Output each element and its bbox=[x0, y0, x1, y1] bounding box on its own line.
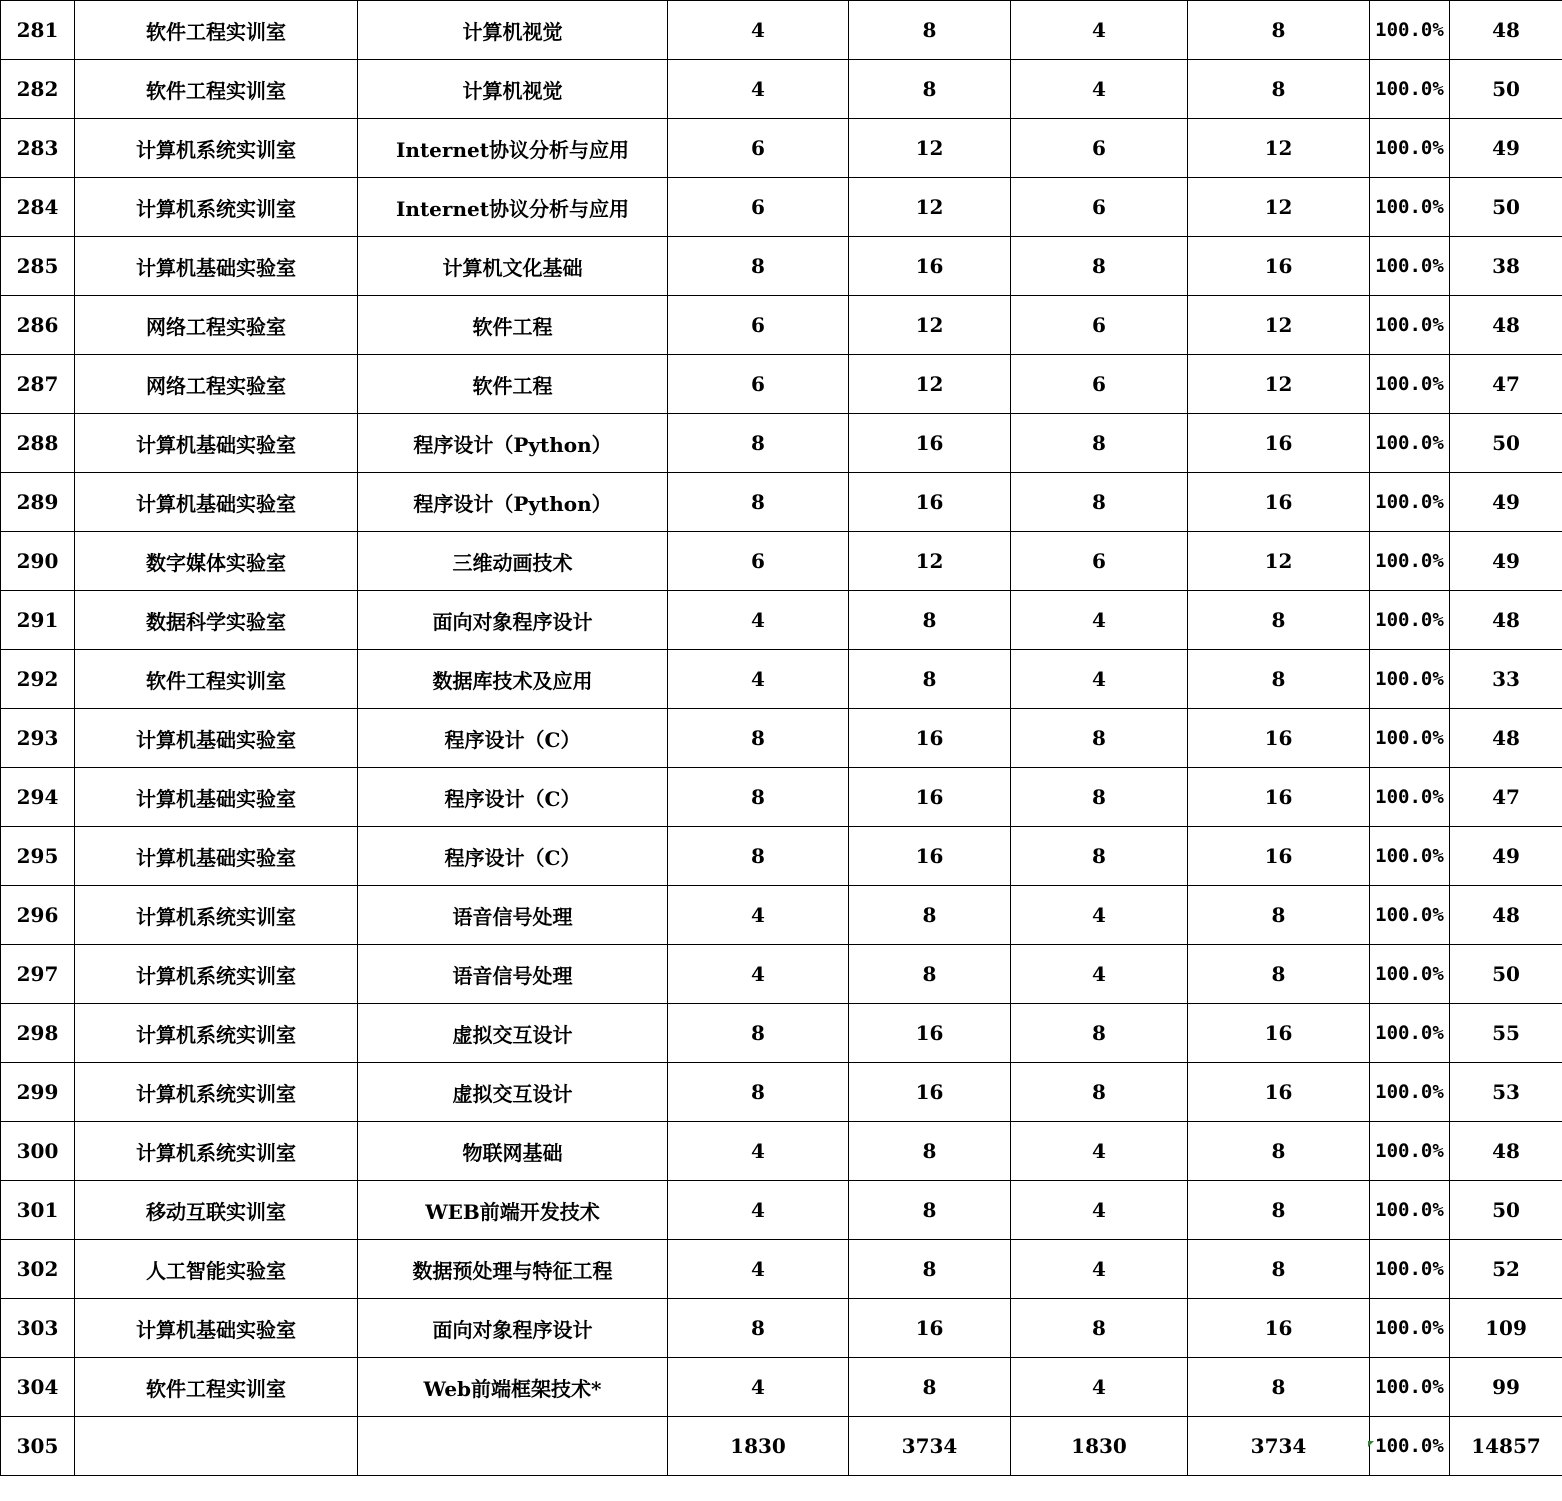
value-cell-2: 12 bbox=[849, 178, 1011, 237]
table-row bbox=[1, 650, 1562, 709]
percentage-cell: 100.0% bbox=[1370, 591, 1450, 650]
value-cell-1: 1830 bbox=[668, 1417, 849, 1476]
course-name-cell: 语音信号处理 bbox=[358, 886, 668, 945]
percentage-cell: 100.0% bbox=[1370, 768, 1450, 827]
row-number-cell: 296 bbox=[1, 886, 75, 945]
percentage-cell: 100.0% bbox=[1370, 1122, 1450, 1181]
row-number-cell: 301 bbox=[1, 1181, 75, 1240]
cell-comment-marker bbox=[1368, 1441, 1374, 1447]
course-name-cell: 计算机视觉 bbox=[358, 60, 668, 119]
value-cell-3: 4 bbox=[1011, 1358, 1188, 1417]
value-cell-4: 16 bbox=[1188, 473, 1370, 532]
value-cell-4: 8 bbox=[1188, 591, 1370, 650]
row-number-cell: 298 bbox=[1, 1004, 75, 1063]
value-cell-2: 12 bbox=[849, 532, 1011, 591]
row-number-cell: 292 bbox=[1, 650, 75, 709]
percentage-cell: 100.0% bbox=[1370, 473, 1450, 532]
count-cell: 48 bbox=[1450, 1122, 1562, 1181]
count-cell: 47 bbox=[1450, 355, 1562, 414]
value-cell-3: 8 bbox=[1011, 414, 1188, 473]
percentage-cell: 100.0% bbox=[1370, 709, 1450, 768]
table-row bbox=[1, 237, 1562, 296]
table-row bbox=[1, 1063, 1562, 1122]
lab-name-cell bbox=[75, 1417, 358, 1476]
table-row bbox=[1, 827, 1562, 886]
value-cell-3: 8 bbox=[1011, 1299, 1188, 1358]
row-number-cell: 294 bbox=[1, 768, 75, 827]
count-cell: 38 bbox=[1450, 237, 1562, 296]
count-cell: 50 bbox=[1450, 178, 1562, 237]
lab-name-cell: 计算机系统实训室 bbox=[75, 945, 358, 1004]
count-cell: 53 bbox=[1450, 1063, 1562, 1122]
value-cell-4: 8 bbox=[1188, 650, 1370, 709]
row-number-cell: 282 bbox=[1, 60, 75, 119]
value-cell-3: 6 bbox=[1011, 532, 1188, 591]
value-cell-1: 8 bbox=[668, 1063, 849, 1122]
percentage-cell: 100.0% bbox=[1370, 1358, 1450, 1417]
course-name-cell: Web前端框架技术* bbox=[358, 1358, 668, 1417]
value-cell-4: 12 bbox=[1188, 355, 1370, 414]
value-cell-2: 16 bbox=[849, 1299, 1011, 1358]
table-row bbox=[1, 60, 1562, 119]
value-cell-2: 8 bbox=[849, 60, 1011, 119]
course-name-cell: 数据预处理与特征工程 bbox=[358, 1240, 668, 1299]
lab-name-cell: 计算机系统实训室 bbox=[75, 178, 358, 237]
value-cell-3: 4 bbox=[1011, 945, 1188, 1004]
table-row bbox=[1, 1122, 1562, 1181]
row-number-cell: 284 bbox=[1, 178, 75, 237]
value-cell-1: 8 bbox=[668, 1004, 849, 1063]
value-cell-4: 16 bbox=[1188, 1299, 1370, 1358]
count-cell: 49 bbox=[1450, 473, 1562, 532]
value-cell-1: 6 bbox=[668, 355, 849, 414]
value-cell-2: 16 bbox=[849, 1063, 1011, 1122]
course-name-cell: 软件工程 bbox=[358, 296, 668, 355]
percentage-cell: 100.0% bbox=[1370, 1417, 1450, 1476]
table-row bbox=[1, 591, 1562, 650]
percentage-cell: 100.0% bbox=[1370, 119, 1450, 178]
value-cell-4: 16 bbox=[1188, 709, 1370, 768]
percentage-cell: 100.0% bbox=[1370, 827, 1450, 886]
value-cell-4: 16 bbox=[1188, 768, 1370, 827]
count-cell: 48 bbox=[1450, 886, 1562, 945]
value-cell-3: 4 bbox=[1011, 1181, 1188, 1240]
value-cell-2: 8 bbox=[849, 886, 1011, 945]
value-cell-3: 4 bbox=[1011, 886, 1188, 945]
course-name-cell: 三维动画技术 bbox=[358, 532, 668, 591]
value-cell-4: 16 bbox=[1188, 1063, 1370, 1122]
row-number-cell: 288 bbox=[1, 414, 75, 473]
lab-name-cell: 人工智能实验室 bbox=[75, 1240, 358, 1299]
value-cell-2: 8 bbox=[849, 945, 1011, 1004]
value-cell-3: 4 bbox=[1011, 1122, 1188, 1181]
percentage-cell: 100.0% bbox=[1370, 414, 1450, 473]
course-name-cell: 程序设计（Python） bbox=[358, 473, 668, 532]
value-cell-2: 12 bbox=[849, 355, 1011, 414]
value-cell-2: 8 bbox=[849, 1181, 1011, 1240]
value-cell-3: 6 bbox=[1011, 355, 1188, 414]
table-row bbox=[1, 414, 1562, 473]
row-number-cell: 295 bbox=[1, 827, 75, 886]
count-cell: 50 bbox=[1450, 1181, 1562, 1240]
percentage-cell: 100.0% bbox=[1370, 178, 1450, 237]
lab-name-cell: 软件工程实训室 bbox=[75, 650, 358, 709]
value-cell-1: 8 bbox=[668, 414, 849, 473]
lab-name-cell: 软件工程实训室 bbox=[75, 1358, 358, 1417]
percentage-cell: 100.0% bbox=[1370, 532, 1450, 591]
value-cell-1: 6 bbox=[668, 532, 849, 591]
value-cell-3: 4 bbox=[1011, 591, 1188, 650]
course-name-cell: 软件工程 bbox=[358, 355, 668, 414]
course-name-cell: 数据库技术及应用 bbox=[358, 650, 668, 709]
value-cell-1: 6 bbox=[668, 296, 849, 355]
value-cell-4: 12 bbox=[1188, 532, 1370, 591]
value-cell-4: 16 bbox=[1188, 1004, 1370, 1063]
value-cell-3: 8 bbox=[1011, 768, 1188, 827]
value-cell-2: 8 bbox=[849, 1240, 1011, 1299]
percentage-cell: 100.0% bbox=[1370, 1240, 1450, 1299]
lab-name-cell: 计算机系统实训室 bbox=[75, 1063, 358, 1122]
value-cell-1: 4 bbox=[668, 1358, 849, 1417]
course-name-cell: 程序设计（C） bbox=[358, 827, 668, 886]
course-name-cell: 虚拟交互设计 bbox=[358, 1004, 668, 1063]
table-row bbox=[1, 119, 1562, 178]
lab-name-cell: 数据科学实验室 bbox=[75, 591, 358, 650]
value-cell-3: 4 bbox=[1011, 60, 1188, 119]
value-cell-1: 6 bbox=[668, 178, 849, 237]
value-cell-3: 6 bbox=[1011, 119, 1188, 178]
row-number-cell: 291 bbox=[1, 591, 75, 650]
table-row bbox=[1, 1417, 1562, 1476]
value-cell-2: 12 bbox=[849, 296, 1011, 355]
table-row bbox=[1, 355, 1562, 414]
row-number-cell: 281 bbox=[1, 1, 75, 60]
course-name-cell: 计算机视觉 bbox=[358, 1, 668, 60]
row-number-cell: 302 bbox=[1, 1240, 75, 1299]
value-cell-4: 8 bbox=[1188, 1358, 1370, 1417]
value-cell-1: 4 bbox=[668, 1, 849, 60]
row-number-cell: 305 bbox=[1, 1417, 75, 1476]
value-cell-4: 8 bbox=[1188, 886, 1370, 945]
lab-name-cell: 移动互联实训室 bbox=[75, 1181, 358, 1240]
percentage-cell: 100.0% bbox=[1370, 1004, 1450, 1063]
lab-name-cell: 计算机基础实验室 bbox=[75, 827, 358, 886]
count-cell: 49 bbox=[1450, 532, 1562, 591]
value-cell-3: 8 bbox=[1011, 709, 1188, 768]
course-name-cell: Internet协议分析与应用 bbox=[358, 178, 668, 237]
value-cell-4: 12 bbox=[1188, 119, 1370, 178]
lab-name-cell: 软件工程实训室 bbox=[75, 60, 358, 119]
count-cell: 109 bbox=[1450, 1299, 1562, 1358]
percentage-cell: 100.0% bbox=[1370, 296, 1450, 355]
count-cell: 48 bbox=[1450, 591, 1562, 650]
percentage-cell: 100.0% bbox=[1370, 355, 1450, 414]
percentage-cell: 100.0% bbox=[1370, 1299, 1450, 1358]
value-cell-3: 8 bbox=[1011, 473, 1188, 532]
table-row bbox=[1, 1, 1562, 60]
count-cell: 48 bbox=[1450, 709, 1562, 768]
value-cell-1: 8 bbox=[668, 709, 849, 768]
course-name-cell: 程序设计（C） bbox=[358, 768, 668, 827]
course-name-cell bbox=[358, 1417, 668, 1476]
lab-name-cell: 计算机基础实验室 bbox=[75, 768, 358, 827]
value-cell-1: 6 bbox=[668, 119, 849, 178]
value-cell-4: 12 bbox=[1188, 296, 1370, 355]
table-row bbox=[1, 1299, 1562, 1358]
value-cell-2: 8 bbox=[849, 1, 1011, 60]
value-cell-1: 4 bbox=[668, 591, 849, 650]
value-cell-1: 4 bbox=[668, 1181, 849, 1240]
value-cell-3: 8 bbox=[1011, 1004, 1188, 1063]
percentage-cell: 100.0% bbox=[1370, 650, 1450, 709]
value-cell-3: 4 bbox=[1011, 650, 1188, 709]
value-cell-3: 8 bbox=[1011, 237, 1188, 296]
value-cell-1: 4 bbox=[668, 945, 849, 1004]
row-number-cell: 300 bbox=[1, 1122, 75, 1181]
value-cell-1: 4 bbox=[668, 60, 849, 119]
value-cell-2: 16 bbox=[849, 827, 1011, 886]
value-cell-1: 4 bbox=[668, 1240, 849, 1299]
value-cell-1: 8 bbox=[668, 237, 849, 296]
value-cell-2: 16 bbox=[849, 473, 1011, 532]
row-number-cell: 303 bbox=[1, 1299, 75, 1358]
count-cell: 50 bbox=[1450, 945, 1562, 1004]
value-cell-2: 3734 bbox=[849, 1417, 1011, 1476]
value-cell-2: 8 bbox=[849, 591, 1011, 650]
course-name-cell: 面向对象程序设计 bbox=[358, 591, 668, 650]
table-row bbox=[1, 1240, 1562, 1299]
lab-name-cell: 网络工程实验室 bbox=[75, 355, 358, 414]
course-name-cell: WEB前端开发技术 bbox=[358, 1181, 668, 1240]
value-cell-3: 4 bbox=[1011, 1240, 1188, 1299]
value-cell-2: 12 bbox=[849, 119, 1011, 178]
percentage-cell: 100.0% bbox=[1370, 237, 1450, 296]
lab-name-cell: 计算机基础实验室 bbox=[75, 414, 358, 473]
count-cell: 52 bbox=[1450, 1240, 1562, 1299]
course-name-cell: 程序设计（C） bbox=[358, 709, 668, 768]
count-cell: 50 bbox=[1450, 414, 1562, 473]
lab-name-cell: 软件工程实训室 bbox=[75, 1, 358, 60]
table-row bbox=[1, 709, 1562, 768]
percentage-cell: 100.0% bbox=[1370, 1181, 1450, 1240]
lab-name-cell: 数字媒体实验室 bbox=[75, 532, 358, 591]
percentage-cell: 100.0% bbox=[1370, 945, 1450, 1004]
table-row bbox=[1, 296, 1562, 355]
row-number-cell: 293 bbox=[1, 709, 75, 768]
value-cell-4: 8 bbox=[1188, 945, 1370, 1004]
value-cell-3: 1830 bbox=[1011, 1417, 1188, 1476]
value-cell-3: 4 bbox=[1011, 1, 1188, 60]
value-cell-2: 16 bbox=[849, 709, 1011, 768]
course-name-cell: 程序设计（Python） bbox=[358, 414, 668, 473]
count-cell: 14857 bbox=[1450, 1417, 1562, 1476]
course-name-cell: 物联网基础 bbox=[358, 1122, 668, 1181]
lab-name-cell: 计算机基础实验室 bbox=[75, 1299, 358, 1358]
count-cell: 33 bbox=[1450, 650, 1562, 709]
value-cell-2: 16 bbox=[849, 768, 1011, 827]
lab-name-cell: 网络工程实验室 bbox=[75, 296, 358, 355]
row-number-cell: 283 bbox=[1, 119, 75, 178]
value-cell-4: 16 bbox=[1188, 827, 1370, 886]
table-row bbox=[1, 1358, 1562, 1417]
table-row bbox=[1, 945, 1562, 1004]
lab-name-cell: 计算机系统实训室 bbox=[75, 1122, 358, 1181]
value-cell-3: 6 bbox=[1011, 296, 1188, 355]
course-name-cell: Internet协议分析与应用 bbox=[358, 119, 668, 178]
value-cell-2: 8 bbox=[849, 650, 1011, 709]
table-row bbox=[1, 178, 1562, 237]
value-cell-3: 8 bbox=[1011, 827, 1188, 886]
value-cell-4: 8 bbox=[1188, 60, 1370, 119]
value-cell-4: 12 bbox=[1188, 178, 1370, 237]
row-number-cell: 299 bbox=[1, 1063, 75, 1122]
count-cell: 55 bbox=[1450, 1004, 1562, 1063]
lab-name-cell: 计算机系统实训室 bbox=[75, 1004, 358, 1063]
table-row bbox=[1, 1004, 1562, 1063]
percentage-cell: 100.0% bbox=[1370, 1, 1450, 60]
percentage-cell: 100.0% bbox=[1370, 1063, 1450, 1122]
count-cell: 48 bbox=[1450, 296, 1562, 355]
row-number-cell: 286 bbox=[1, 296, 75, 355]
value-cell-4: 3734 bbox=[1188, 1417, 1370, 1476]
count-cell: 99 bbox=[1450, 1358, 1562, 1417]
row-number-cell: 285 bbox=[1, 237, 75, 296]
count-cell: 50 bbox=[1450, 60, 1562, 119]
value-cell-4: 16 bbox=[1188, 237, 1370, 296]
value-cell-1: 8 bbox=[668, 1299, 849, 1358]
table-row bbox=[1, 886, 1562, 945]
count-cell: 49 bbox=[1450, 119, 1562, 178]
course-name-cell: 计算机文化基础 bbox=[358, 237, 668, 296]
table-row bbox=[1, 1181, 1562, 1240]
value-cell-3: 6 bbox=[1011, 178, 1188, 237]
row-number-cell: 297 bbox=[1, 945, 75, 1004]
value-cell-2: 16 bbox=[849, 237, 1011, 296]
percentage-cell: 100.0% bbox=[1370, 60, 1450, 119]
value-cell-1: 4 bbox=[668, 886, 849, 945]
value-cell-2: 16 bbox=[849, 414, 1011, 473]
value-cell-4: 8 bbox=[1188, 1240, 1370, 1299]
value-cell-1: 8 bbox=[668, 827, 849, 886]
value-cell-1: 8 bbox=[668, 768, 849, 827]
row-number-cell: 287 bbox=[1, 355, 75, 414]
lab-name-cell: 计算机基础实验室 bbox=[75, 237, 358, 296]
lab-name-cell: 计算机系统实训室 bbox=[75, 119, 358, 178]
count-cell: 49 bbox=[1450, 827, 1562, 886]
course-name-cell: 语音信号处理 bbox=[358, 945, 668, 1004]
course-name-cell: 面向对象程序设计 bbox=[358, 1299, 668, 1358]
count-cell: 47 bbox=[1450, 768, 1562, 827]
value-cell-2: 8 bbox=[849, 1358, 1011, 1417]
table-row bbox=[1, 768, 1562, 827]
value-cell-3: 8 bbox=[1011, 1063, 1188, 1122]
row-number-cell: 289 bbox=[1, 473, 75, 532]
value-cell-4: 8 bbox=[1188, 1181, 1370, 1240]
row-number-cell: 290 bbox=[1, 532, 75, 591]
lab-name-cell: 计算机系统实训室 bbox=[75, 886, 358, 945]
row-number-cell: 304 bbox=[1, 1358, 75, 1417]
value-cell-1: 8 bbox=[668, 473, 849, 532]
value-cell-4: 16 bbox=[1188, 414, 1370, 473]
value-cell-1: 4 bbox=[668, 1122, 849, 1181]
value-cell-2: 8 bbox=[849, 1122, 1011, 1181]
table-body bbox=[1, 1, 1562, 1476]
percentage-cell: 100.0% bbox=[1370, 886, 1450, 945]
table-row bbox=[1, 473, 1562, 532]
lab-name-cell: 计算机基础实验室 bbox=[75, 473, 358, 532]
count-cell: 48 bbox=[1450, 1, 1562, 60]
value-cell-4: 8 bbox=[1188, 1122, 1370, 1181]
lab-name-cell: 计算机基础实验室 bbox=[75, 709, 358, 768]
table-row bbox=[1, 532, 1562, 591]
value-cell-4: 8 bbox=[1188, 1, 1370, 60]
value-cell-1: 4 bbox=[668, 650, 849, 709]
course-name-cell: 虚拟交互设计 bbox=[358, 1063, 668, 1122]
value-cell-2: 16 bbox=[849, 1004, 1011, 1063]
